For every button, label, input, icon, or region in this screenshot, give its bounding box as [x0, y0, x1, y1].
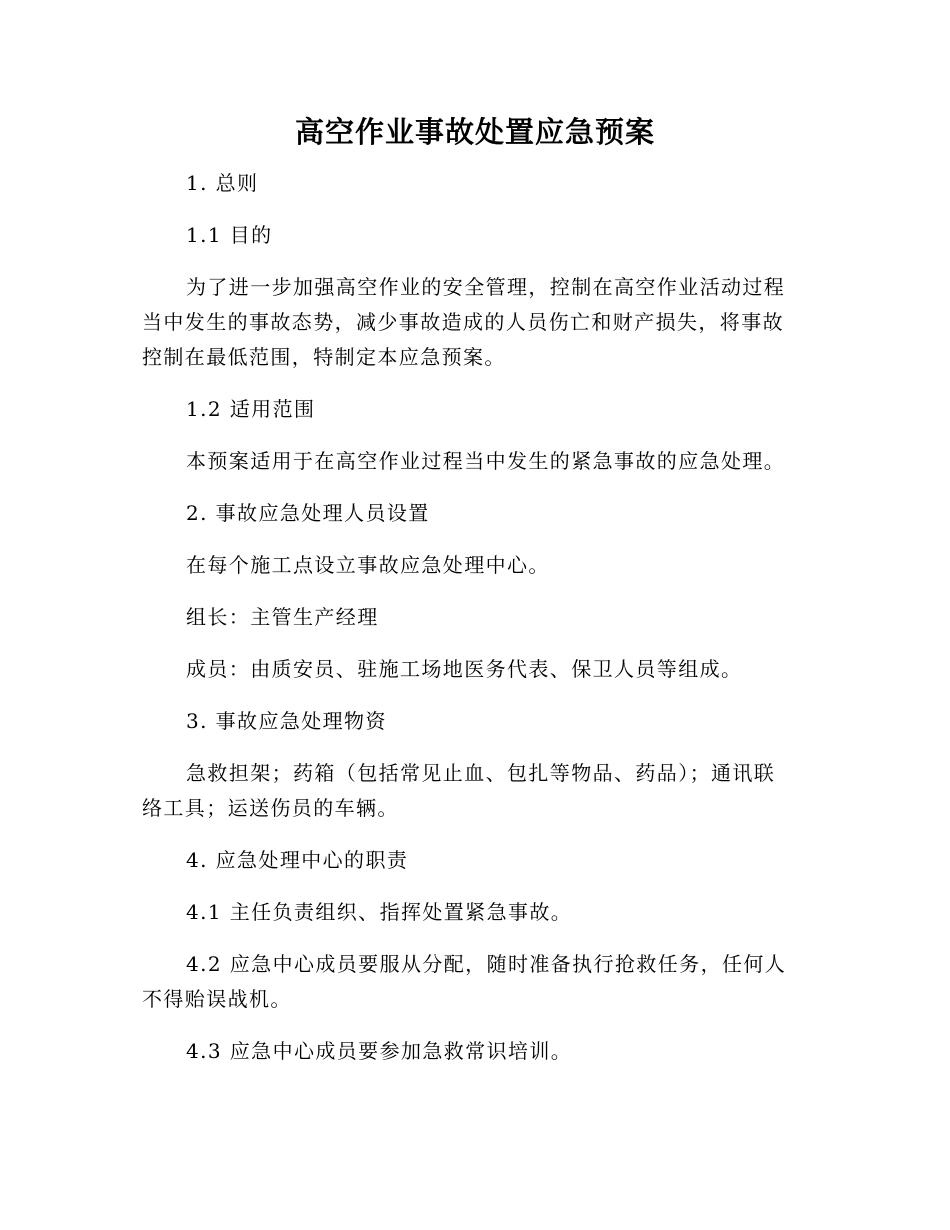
- section-heading-duties: 4. 应急处理中心的职责: [186, 848, 409, 872]
- subsection-heading-purpose: 1.1 目的: [186, 223, 273, 247]
- paragraph-team-members: 成员：由质安员、驻施工场地医务代表、保卫人员等组成。: [186, 657, 743, 681]
- paragraph-duty-4-1: 4.1 主任负责组织、指挥处置紧急事故。: [186, 900, 573, 924]
- paragraph-duty-4-3: 4.3 应急中心成员要参加急救常识培训。: [186, 1039, 573, 1063]
- subsection-heading-scope: 1.2 适用范围: [186, 397, 316, 421]
- paragraph-team-leader: 组长：主管生产经理: [186, 605, 379, 629]
- paragraph-scope: 本预案适用于在高空作业过程当中发生的紧急事故的应急处理。: [186, 449, 786, 473]
- paragraph-purpose: 为了进一步加强高空作业的安全管理，控制在高空作业活动过程当中发生的事故态势，减少事故造成的人员伤亡和财产损失，将事故控制在最低范围，特制定本应急预案。: [142, 275, 786, 369]
- paragraph-duty-4-2: 4.2 应急中心成员要服从分配，随时准备执行抢救任务，任何人不得贻误战机。: [142, 952, 787, 1011]
- section-heading-personnel: 2. 事故应急处理人员设置: [186, 501, 430, 525]
- section-heading-supplies: 3. 事故应急处理物资: [186, 709, 387, 733]
- document-title: 高空作业事故处置应急预案: [294, 115, 655, 149]
- section-heading-general: 1. 总则: [186, 171, 259, 195]
- paragraph-center: 在每个施工点设立事故应急处理中心。: [186, 553, 550, 577]
- document-body: [142, 166, 794, 1086]
- paragraph-supplies: 急救担架；药箱（包括常见止血、包扎等物品、药品）；通讯联络工具；运送伤员的车辆。: [142, 761, 776, 820]
